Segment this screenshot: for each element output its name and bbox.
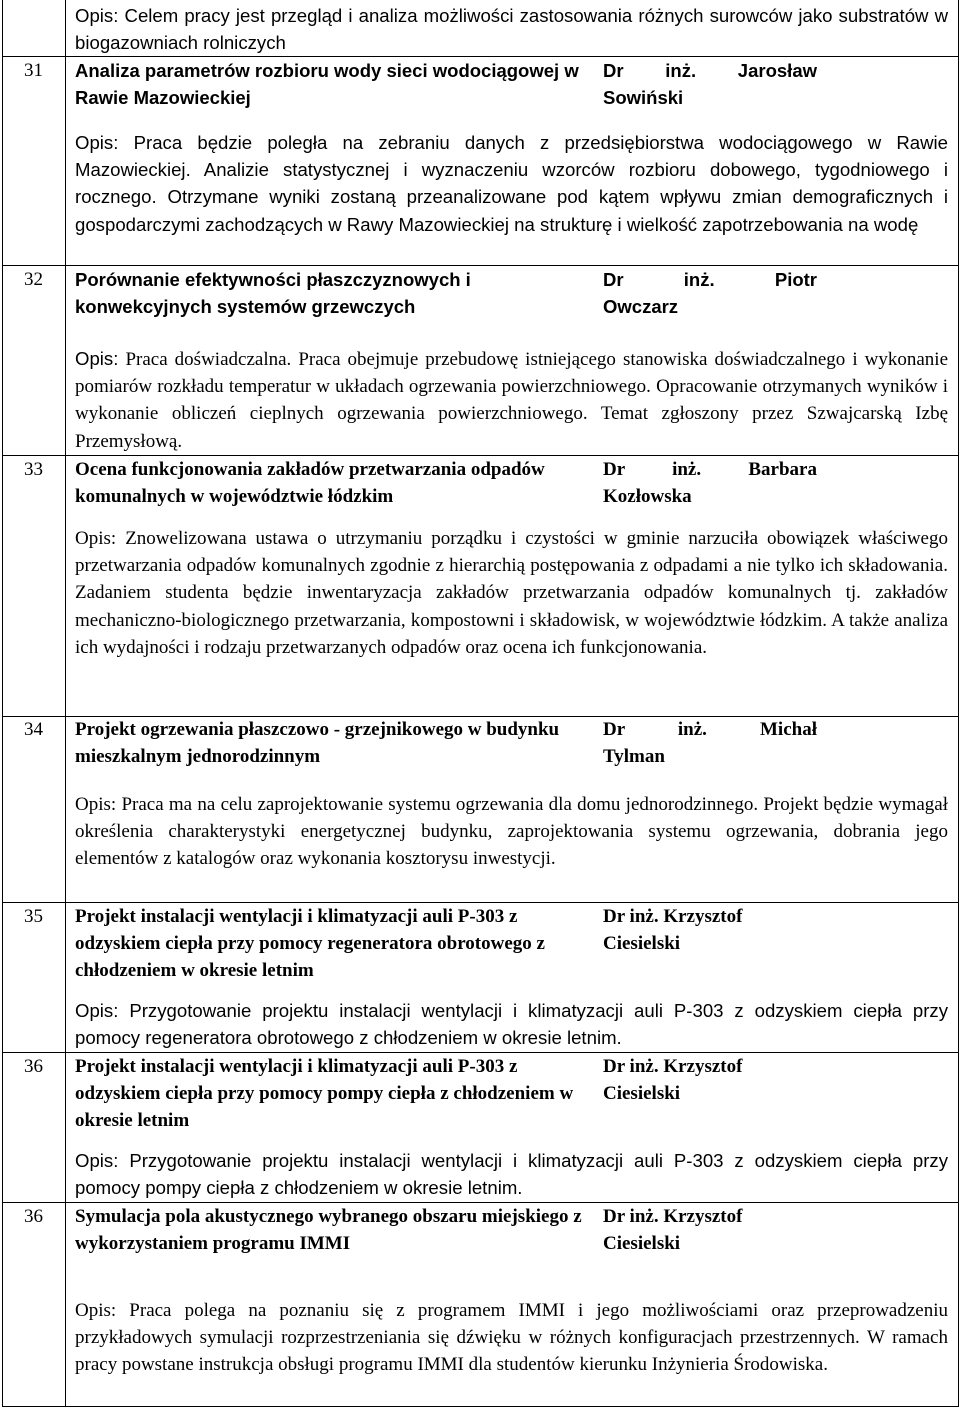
thesis-title: Ocena funkcjonowania zakładów przetwarzania odpadów komunalnych w województwie łódzkim xyxy=(75,459,545,507)
description-text: Znowelizowana ustawa o utrzymaniu porządku i czystości w gminie narzuciła obowiązek właściwego przetwarzania odpadów komunalnych zgodnie z hierarchią postępowania z odpadami a nie tylko ich składowania. Zadaniem studenta będzie inwentaryzacja zakładów przetwarzania odpadów komunalnych tj. zakładów mechaniczno-biologicznego przetwarzania, kompostowni i składowisk, w województwie łódzkim. A także analiza ich wydajności i rodzaju przetwarzanych odpadów oraz ocena ich funkcjonowania. xyxy=(75,528,948,658)
supervisor-name-line1: Dr inż. Krzysztof xyxy=(603,1206,743,1227)
supervisor-name-line2: Tylman xyxy=(603,746,665,767)
description-label: Opis: xyxy=(75,132,119,153)
description-text: Praca ma na celu zaprojektowanie systemu ogrzewania dla domu jednorodzinnego. Projekt będzie wymagał określenia charakterystyki energetycznej budynku, zaprojektowania systemu ogrzewania, dobrania jego elementów z katalogów oraz wykonania kosztorysu inwestycji. xyxy=(75,794,949,870)
description-paragraph xyxy=(75,997,948,1051)
description-text: Praca polega na poznaniu się z programem IMMI i jego możliwościami oraz przeprowadzeniu przykładowych symulacji rozprzestrzeniania się dźwięku w różnych konfiguracjach przestrzennych. W ramach pracy powstane instrukcja obsługi programu IMMI dla studentów kierunku Inżynieria Środowiska. xyxy=(75,1300,949,1376)
thesis-title: Analiza parametrów rozbioru wody sieci wodociągowej w Rawie Mazowieckiej xyxy=(75,60,579,108)
supervisor-name-line2: Sowiński xyxy=(603,87,684,108)
entry-number: 34 xyxy=(24,719,43,740)
supervisor-name-line2: Owczarz xyxy=(603,296,679,317)
thesis-title: Projekt ogrzewania płaszczowo - grzejnikowego w budynku mieszkalnym jednorodzinnym xyxy=(75,719,560,767)
supervisor-name xyxy=(603,57,817,111)
thesis-title: Porównanie efektywności płaszczyznowych i konwekcyjnych systemów grzewczych xyxy=(75,269,471,317)
description-label: Opis: xyxy=(75,528,117,549)
description-paragraph xyxy=(75,525,948,661)
supervisor-name-line2: Ciesielski xyxy=(603,1233,681,1254)
supervisor-name-line1: Dr inż. Jarosław xyxy=(603,60,817,81)
description-text: Praca będzie poległa na zebraniu danych z przedsiębiorstwa wodociągowego w Rawie Mazowieckiej. Analizie statystycznej i wyznaczeniu wzorców rozbioru dobowego, tygodniowego i rocznego. Otrzymane wyniki zostaną przeanalizowane pod kątem wpływu zmian demograficznych i gospodarczymi zachodzących w Rawy Mazowieckiej na strukturę i wielkość zapotrzebowania na wodę xyxy=(75,132,948,235)
table-border-bottom xyxy=(2,1406,959,1407)
supervisor-name-line1: Dr inż. Michał xyxy=(603,719,817,740)
description-paragraph xyxy=(75,129,948,238)
entry-number: 36 xyxy=(24,1056,43,1077)
supervisor-name xyxy=(603,456,817,510)
table-border-right xyxy=(958,0,959,1407)
supervisor-name xyxy=(603,1053,817,1107)
description-paragraph xyxy=(75,345,948,455)
entry-number: 36 xyxy=(24,1206,43,1227)
supervisor-name-line2: Kozłowska xyxy=(603,486,692,507)
entry-number: 35 xyxy=(24,906,43,927)
supervisor-name xyxy=(603,903,817,957)
description-text: Praca doświadczalna. Praca obejmuje przebudowę istniejącego stanowiska doświadczalnego i wykonanie pomiarów rozkładu temperatur w układach ogrzewania powierzchniowego. Opracowanie otrzymanych wyników i wykonanie obliczeń cieplnych ogrzewania powierzchniowego. Temat zgłoszony przez Szwajcarską Izbę Przemysłową. xyxy=(75,349,949,452)
supervisor-name-line2: Ciesielski xyxy=(603,933,681,954)
description-label: Opis: xyxy=(75,794,117,815)
thesis-title: Projekt instalacji wentylacji i klimatyzacji auli P-303 z odzyskiem ciepła przy pomocy regeneratora obrotowego z chłodzeniem w okresie letnim xyxy=(75,906,545,981)
entry-number: 33 xyxy=(24,459,43,480)
description-paragraph xyxy=(75,1147,948,1201)
description-paragraph xyxy=(75,1297,948,1379)
description-paragraph xyxy=(75,791,948,873)
supervisor-name xyxy=(603,1203,817,1257)
description-label: Opis: xyxy=(75,348,119,369)
description-label: Opis: xyxy=(75,1300,117,1321)
description-label: Opis: xyxy=(75,5,119,26)
thesis-title: Projekt instalacji wentylacji i klimatyzacji auli P-303 z odzyskiem ciepła przy pomocy pompy ciepła z chłodzeniem w okresie letnim xyxy=(75,1056,574,1131)
description-paragraph xyxy=(75,2,948,56)
description-label: Opis: xyxy=(75,1000,119,1021)
supervisor-name-line1: Dr inż. Piotr xyxy=(603,269,817,290)
supervisor-name-line1: Dr inż. Krzysztof xyxy=(603,1056,743,1077)
description-text: Przygotowanie projektu instalacji wentylacji i klimatyzacji auli P-303 z odzyskiem ciepła przy pomocy pompy ciepła z chłodzeniem w okresie letnim. xyxy=(75,1150,948,1199)
description-label: Opis: xyxy=(75,1150,119,1171)
supervisor-name-line2: Ciesielski xyxy=(603,1083,681,1104)
supervisor-name xyxy=(603,716,817,770)
number-column-divider xyxy=(65,0,66,1407)
description-text: Celem pracy jest przegląd i analiza możliwości zastosowania różnych surowców jako substratów w biogazowniach rolniczych xyxy=(75,5,948,54)
supervisor-name-line1: Dr inż. Krzysztof xyxy=(603,906,743,927)
description-text: Przygotowanie projektu instalacji wentylacji i klimatyzacji auli P-303 z odzyskiem ciepła przy pomocy regeneratora obrotowego z chłodzeniem w okresie letnim. xyxy=(75,1000,948,1049)
supervisor-name-line1: Dr inż. Barbara xyxy=(603,459,817,480)
thesis-title: Symulacja pola akustycznego wybranego obszaru miejskiego z wykorzystaniem programu IMMI xyxy=(75,1206,582,1254)
table-border-left xyxy=(2,0,3,1407)
entry-number: 32 xyxy=(24,269,43,290)
entry-number: 31 xyxy=(24,60,43,81)
supervisor-name xyxy=(603,266,817,320)
